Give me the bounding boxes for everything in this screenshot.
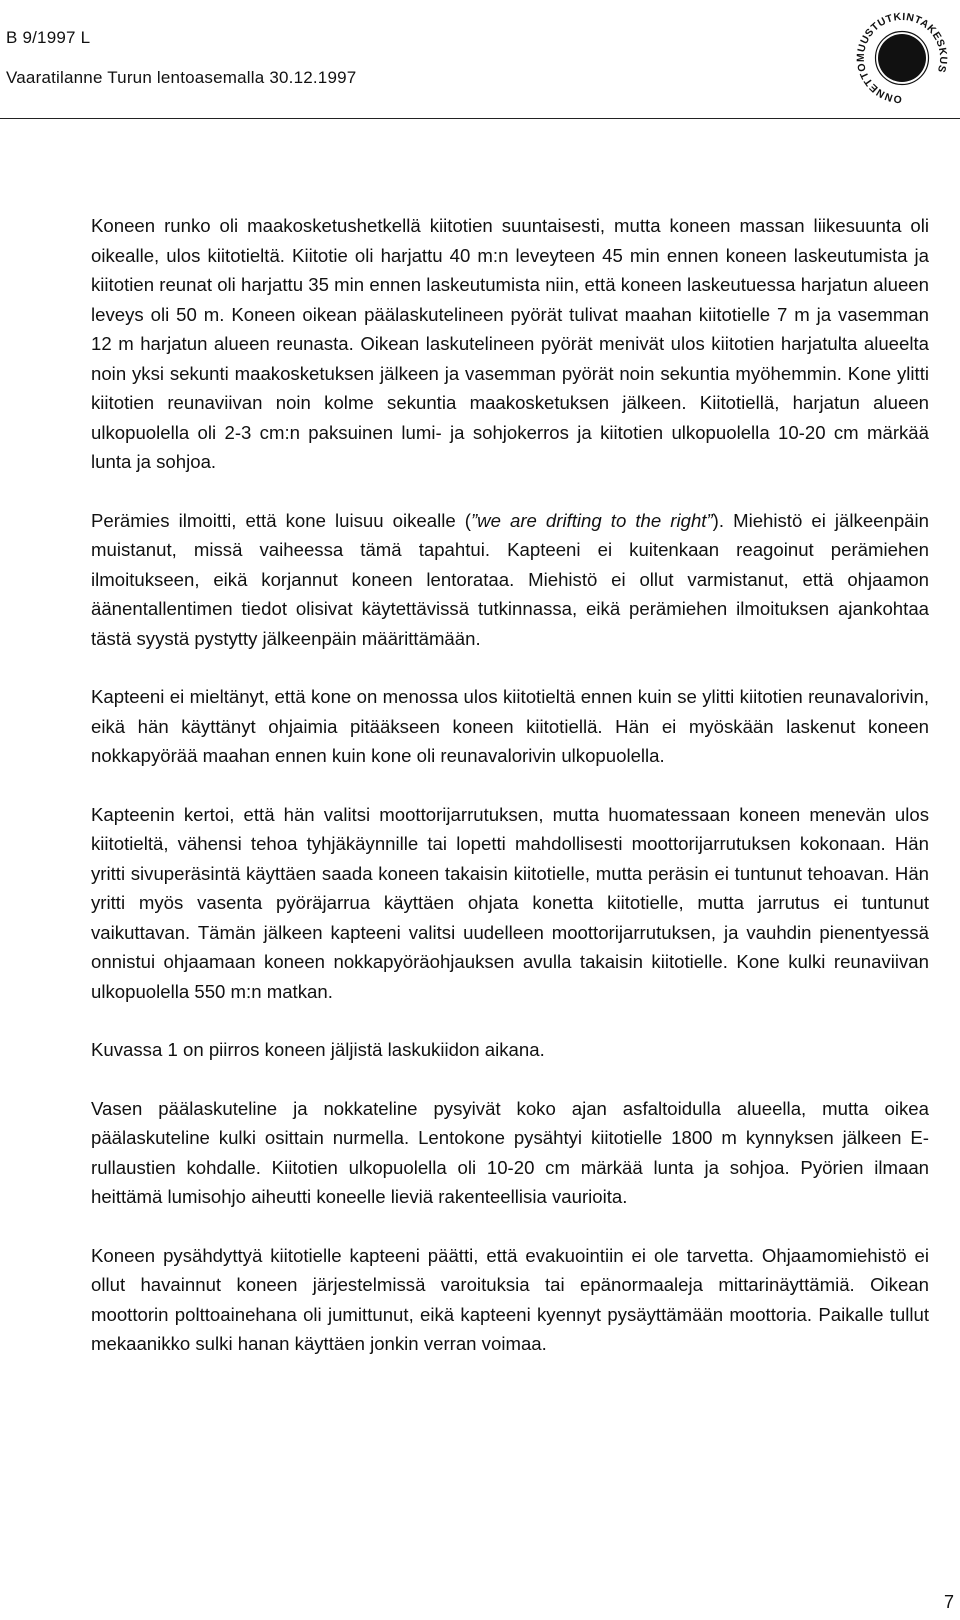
report-id: B 9/1997 L (6, 28, 91, 47)
paragraph-copilot-report (91, 506, 929, 654)
header-divider (0, 118, 960, 119)
paragraph-copilot-text-a: Perämies ilmoitti, että kone luisuu oikealle ( (91, 509, 471, 531)
onnettomuustutkintakeskus-logo (840, 0, 960, 120)
page-number: 7 (943, 1592, 954, 1612)
paragraph-touchdown: Koneen runko oli maakosketushetkellä kiitotien suuntaisesti, mutta koneen massan liikesuunta oli oikealle, ulos kiitotieltä. Kiitotie oli harjattu 40 m:n leveyteen 45 min ennen koneen laskeutumista ja kiitotien reunat oli harjattu 35 min ennen laskeutumista niin, että koneen laskeutuessa harjatun alueen leveys oli 50 m. Koneen oikean päälaskutelineen pyörät tulivat maahan kiitotielle 7 m ja vasemman 12 m harjatun alueen reunasta. Oikean laskutelineen pyörät menivät ulos kiitotien harjatulta alueelta noin yksi sekunti maakosketuksen jälkeen ja vasemman pyörät noin sekuntia myöhemmin. Kone ylitti kiitotien reunaviivan noin kolme sekuntia maakosketuksen jälkeen. Kiitotiellä, harjatun alueen ulkopuolella oli 2-3 cm:n paksuinen lumi- ja sohjokerros ja kiitotien ulkopuolella 10-20 cm märkää lunta ja sohjoa. (91, 215, 929, 472)
paragraph-figure-reference: Kuvassa 1 on piirros koneen jäljistä laskukiidon aikana. (91, 1039, 545, 1060)
paragraph-captain-awareness: Kapteeni ei mieltänyt, että kone on menossa ulos kiitotieltä ennen kuin se ylitti kiitotien reunavalorivin, eikä hän käyttänyt ohjaimia pitääkseen koneen kiitotiellä. Hän ei myöskään laskenut koneen nokkapyörää maahan ennen kuin kone oli reunavalorivin ulkopuolella. (91, 686, 929, 766)
page-header (0, 0, 960, 120)
paragraph-after-stop: Koneen pysähdyttyä kiitotielle kapteeni päätti, että evakuointiin ei ole tarvetta. Ohjaamomiehistö ei ollut havainnut koneen järjestelmissä varoituksia tai epänormaaleja mittarinäyttämiä. Oikean moottorin polttoainehana oli jumittunut, eikä kapteeni kyennyt pysäyttämään moottoria. Paikalle tullut mekaanikko sulki hanan käyttäen jonkin verran voimaa. (91, 1244, 929, 1354)
paragraph-landing-gear: Vasen päälaskuteline ja nokkateline pysyivät koko ajan asfaltoidulla alueella, mutta oikea päälaskuteline kulki osittain nurmella. Lentokone pysähtyi kiitotielle 1800 m kynnyksen jälkeen E-rullaustien kohdalle. Kiitotien ulkopuolella oli 10-20 cm märkää lunta ja sohjoa. Pyörien ilmaan heittämä lumisohjo aiheutti koneelle lieviä rakenteellisia vaurioita. (91, 1097, 929, 1207)
document-body (91, 211, 929, 1388)
report-subtitle: Vaaratilanne Turun lentoasemalla 30.12.1997 (6, 68, 357, 87)
paragraph-captain-actions: Kapteenin kertoi, että hän valitsi moottorijarrutuksen, mutta huomatessaan koneen menevän ulos kiitotieltä, vähensi tehoa tyhjäkäynnille tai lopetti mahdollisesti moottorijarrutuksen kokonaan. Hän yritti sivuperäsintä käyttäen saada koneen takaisin kiitotielle, mutta peräsin ei tuntunut tehoavan. Hän yritti myös vasenta pyöräjarrua käyttäen ohjata konetta kiitotielle, mutta jarrutus ei tuntunut vaikuttavan. Tämän jälkeen kapteeni valitsi uudelleen moottorijarrutuksen, ja vauhdin pienentyessä onnistui ohjaamaan koneen nokkapyöräohjauksen avulla takaisin kiitotielle. Kone kulki reunaviivan ulkopuolella 550 m:n matkan. (91, 803, 929, 1002)
logo-ring-text: ONNETTOMUUSTUTKINTAKESKUS (854, 10, 950, 106)
paragraph-copilot-text-b: ). Miehistö ei jälkeenpäin muistanut, missä vaiheessa tämä tapahtui. Kapteeni ei kuitenkaan reagoinut perämiehen ilmoitukseen, eikä korjannut koneen lentorataa. Miehistö ei ollut varmistanut, että ohjaamon äänentallentimen tiedot olisivat käytettävissä tutkinnassa, eikä perämiehen ilmoituksen ajankohtaa tästä syystä pystytty jälkeenpäin määrittämään. (91, 509, 929, 649)
copilot-quote: ”we are drifting to the right” (470, 509, 713, 531)
